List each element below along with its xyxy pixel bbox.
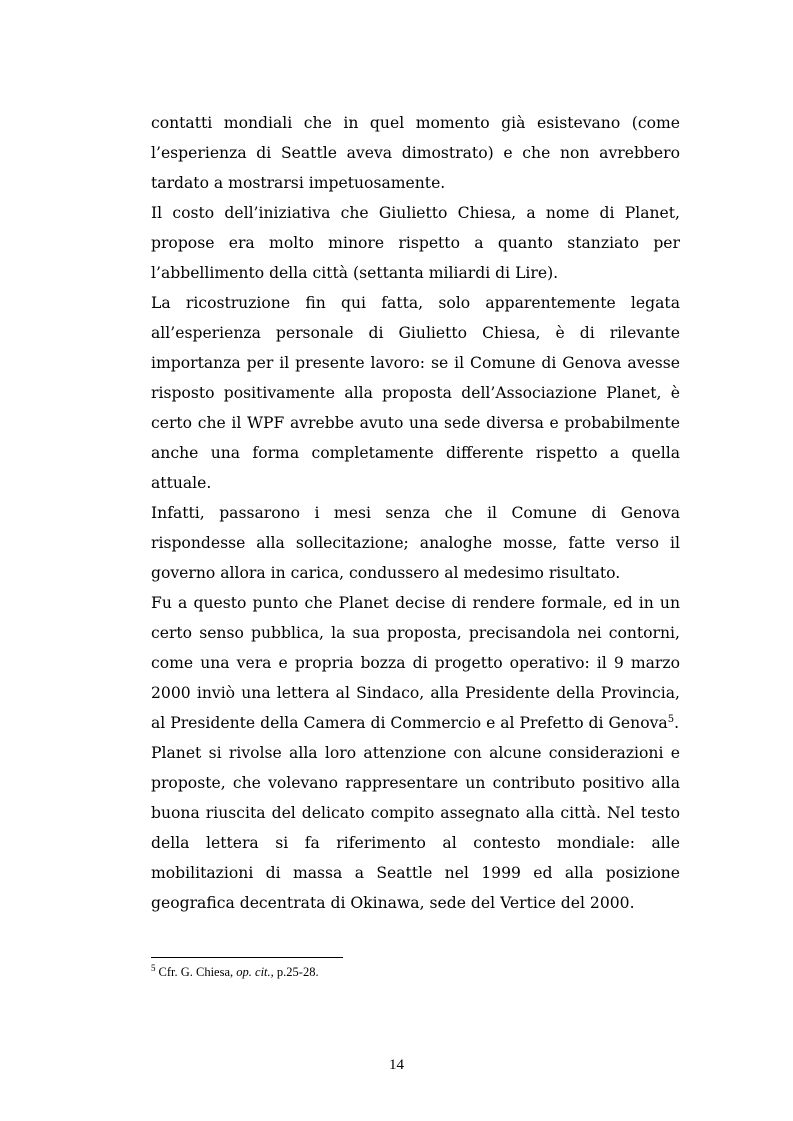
page-number: 14 xyxy=(389,1057,404,1073)
footnote-suffix: p.25-28. xyxy=(273,965,319,979)
paragraph-2: Il costo dell’iniziativa che Giulietto Chiesa, a nome di Planet, propose era molto minore rispetto a quanto stanziato per l’abbellimento della città (settanta miliardi di Lire). xyxy=(151,204,680,282)
footnote-prefix: Cfr. G. Chiesa, xyxy=(158,965,237,979)
paragraph-5 xyxy=(151,588,680,738)
paragraph-3: La ricostruzione fin qui fatta, solo apparentemente legata all’esperienza personale di Giulietto Chiesa, è di rilevante importanza per il presente lavoro: se il Comune di Genova avesse risposto positivamente alla proposta dell’Associazione Planet, è certo che il WPF avrebbe avuto una sede diversa e probabilmente anche una forma completamente differente rispetto a quella attuale. xyxy=(151,294,680,492)
footnote-number: 5 xyxy=(151,962,156,973)
paragraph-5-text: Fu a questo punto che Planet decise di rendere formale, ed in un certo senso pubblica, la sua proposta, precisandola nei contorni, come una vera e propria bozza di progetto operativo: il 9 marzo 2000 inviò una lettera al Sindaco, alla Presidente della Provincia, al Presidente della Camera di Commercio e al Prefetto di Genova xyxy=(151,594,680,732)
paragraph-1: contatti mondiali che in quel momento già esistevano (come l’esperienza di Seattle aveva dimostrato) e che non avrebbero tardato a mostrarsi impetuosamente. xyxy=(151,114,680,192)
paragraph-5-end: . xyxy=(674,714,680,732)
footnote-reference[interactable]: 5 xyxy=(667,713,675,725)
footnote-italic: op. cit., xyxy=(236,965,274,979)
footnote xyxy=(151,963,680,981)
body-text xyxy=(151,108,680,918)
paragraph-4: Infatti, passarono i mesi senza che il Comune di Genova rispondesse alla sollecitazione; analoghe mosse, fatte verso il governo allora in carica, condussero al medesimo risultato. xyxy=(151,504,680,582)
paragraph-6: Planet si rivolse alla loro attenzione con alcune considerazioni e proposte, che volevano rappresentare un contributo positivo alla buona riuscita del delicato compito assegnato alla città. Nel testo della lettera si fa riferimento al contesto mondiale: alle mobilitazioni di massa a Seattle nel 1999 ed alla posizione geografica decentrata di Okinawa, sede del Vertice del 2000. xyxy=(151,744,680,912)
footnote-separator xyxy=(151,957,343,958)
